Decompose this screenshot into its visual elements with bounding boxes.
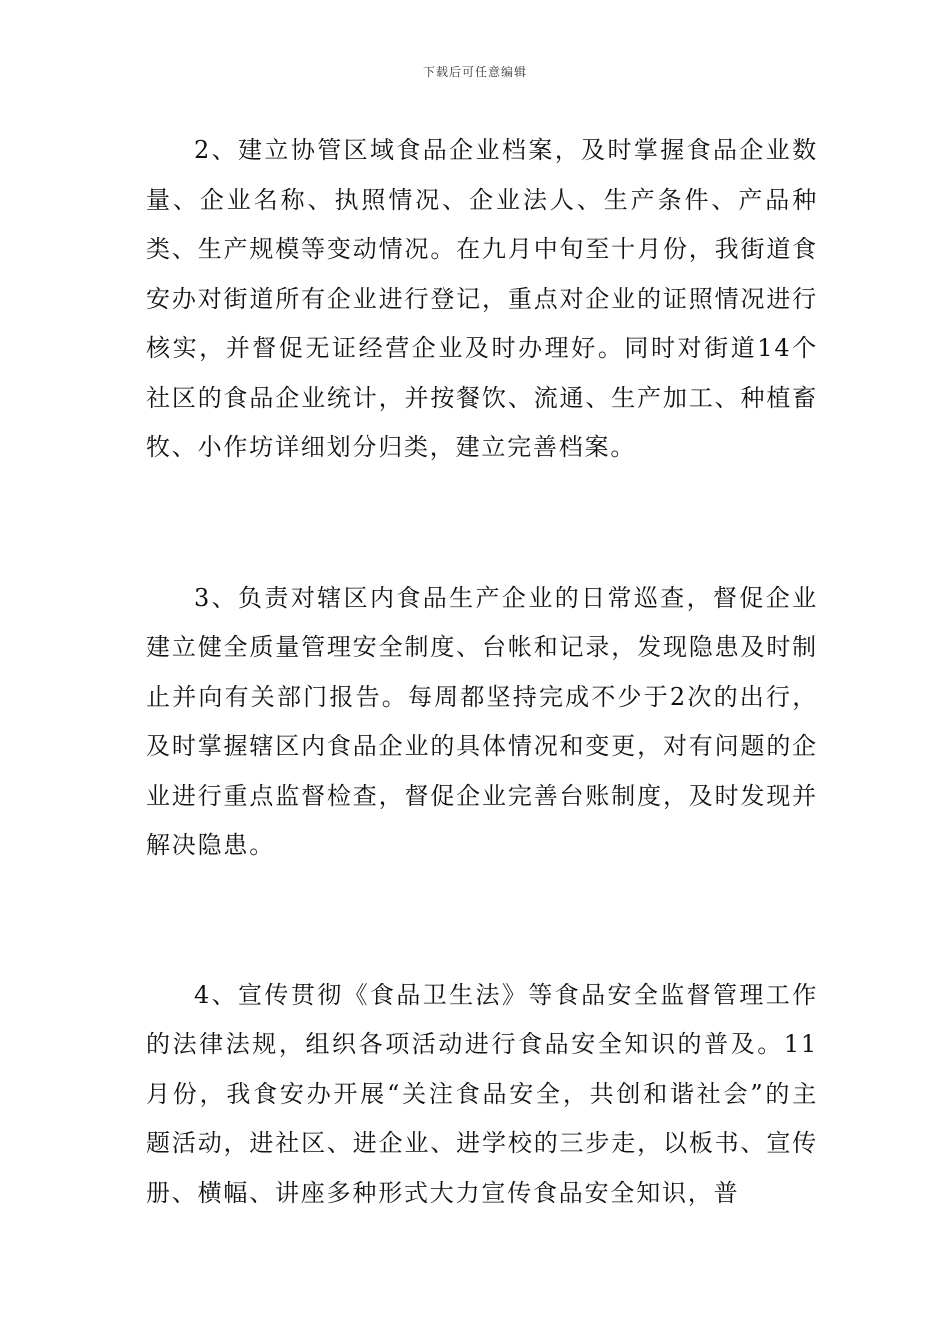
document-body [146, 126, 818, 1218]
paragraph-3: 3、负责对辖区内食品生产企业的日常巡查，督促企业建立健全质量管理安全制度、台帐和记录，发现隐患及时制止并向有关部门报告。每周都坚持完成不少于2次的出行，及时掌握辖区内食品企业的具体情况和变更，对有问题的企业进行重点监督检查，督促企业完善台账制度，及时发现并解决隐患。 [146, 583, 818, 859]
paragraph-4: 4、宣传贯彻《食品卫生法》等食品安全监督管理工作的法律法规，组织各项活动进行食品安全知识的普及。11月份，我食安办开展“关注食品安全，共创和谐社会”的主题活动，进社区、进企业、进学校的三步走，以板书、宣传册、横幅、讲座多种形式大力宣传食品安全知识，普 [146, 980, 818, 1207]
paragraph-2: 2、建立协管区域食品企业档案，及时掌握食品企业数量、企业名称、执照情况、企业法人、生产条件、产品种类、生产规模等变动情况。在九月中旬至十月份，我街道食安办对街道所有企业进行登记，重点对企业的证照情况进行核实，并督促无证经营企业及时办理好。同时对街道14个社区的食品企业统计，并按餐饮、流通、生产加工、种植畜牧、小作坊详细划分归类，建立完善档案。 [146, 136, 818, 461]
page-header-note: 下载后可任意编辑 [422, 65, 527, 79]
